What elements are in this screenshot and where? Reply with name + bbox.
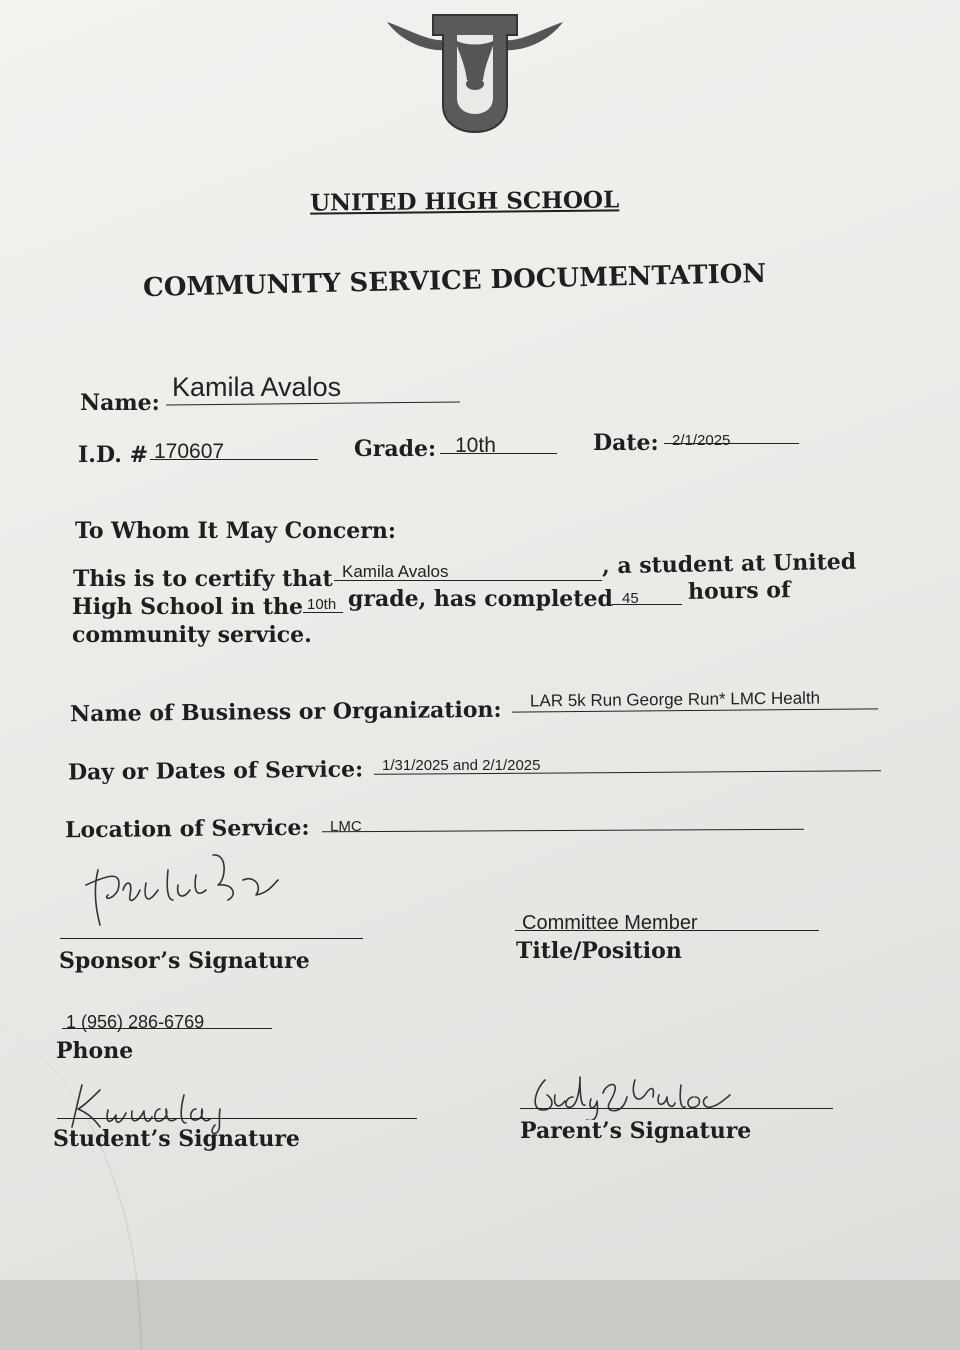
name-label: Name: xyxy=(80,390,160,416)
phone-label: Phone xyxy=(56,1038,134,1064)
certify-grade-line xyxy=(303,612,343,613)
organization-label: Name of Business or Organization: xyxy=(69,696,502,728)
id-line xyxy=(150,459,318,460)
parent-signature-line xyxy=(520,1108,833,1109)
date-line xyxy=(664,443,799,444)
date-value: 2/1/2025 xyxy=(672,432,731,449)
student-name-line xyxy=(334,580,602,581)
grade-line xyxy=(440,453,557,454)
dates-label: Day or Dates of Service: xyxy=(67,756,364,786)
grade-label: Grade: xyxy=(354,436,437,462)
dates-value: 1/31/2025 and 2/1/2025 xyxy=(382,757,541,774)
certify-text-5: hours of xyxy=(687,577,791,605)
united-longhorn-u-logo-icon xyxy=(385,10,565,135)
certify-grade: 10th xyxy=(307,596,337,613)
sponsor-signature-line xyxy=(60,938,363,939)
certify-hours: 45 xyxy=(622,590,639,607)
certify-text-1: This is to certify that xyxy=(73,566,333,592)
title-position-value: Committee Member xyxy=(522,912,698,934)
id-label: I.D. # xyxy=(78,442,148,468)
sponsor-signature-label: Sponsor’s Signature xyxy=(59,948,310,974)
document-title: COMMUNITY SERVICE DOCUMENTATION xyxy=(142,258,767,304)
certify-student-name: Kamila Avalos xyxy=(342,562,449,581)
title-position-label: Title/Position xyxy=(516,938,682,964)
grade-value: 10th xyxy=(455,434,496,457)
phone-line xyxy=(62,1028,272,1029)
location-label: Location of Service: xyxy=(64,814,310,844)
location-value: LMC xyxy=(330,818,362,835)
date-label: Date: xyxy=(593,430,659,456)
parent-signature-label: Parent’s Signature xyxy=(520,1118,752,1144)
location-line xyxy=(322,829,804,833)
certify-text-6: community service. xyxy=(72,622,312,648)
title-position-line xyxy=(515,930,819,931)
certify-text-2: , a student at United xyxy=(601,548,857,580)
name-value: Kamila Avalos xyxy=(172,372,342,402)
phone-value: 1 (956) 286-6769 xyxy=(66,1012,205,1032)
certify-text-4: grade, has completed xyxy=(348,586,613,612)
parent-signature-image xyxy=(525,1065,740,1120)
student-signature-label: Student’s Signature xyxy=(53,1126,300,1152)
certify-text-3: High School in the xyxy=(72,594,303,620)
certify-hours-line xyxy=(612,604,682,605)
organization-value: LAR 5k Run George Run* LMC Health xyxy=(529,688,821,711)
id-value: 170607 xyxy=(154,440,225,463)
school-name: UNITED HIGH SCHOOL xyxy=(309,186,620,217)
sponsor-signature-image xyxy=(78,845,288,935)
student-signature-line xyxy=(57,1118,417,1119)
salutation: To Whom It May Concern: xyxy=(75,518,396,544)
